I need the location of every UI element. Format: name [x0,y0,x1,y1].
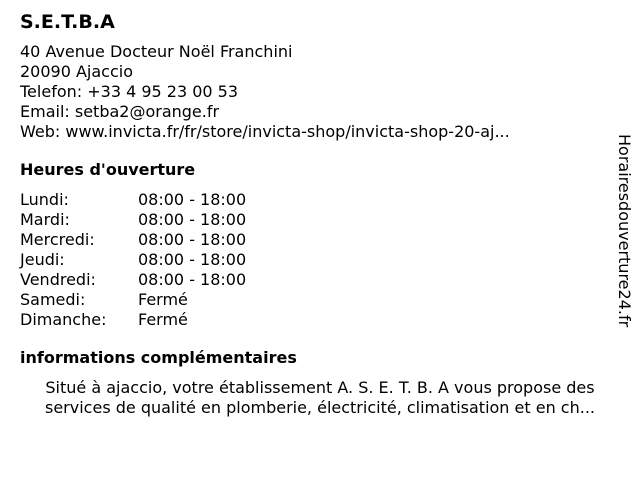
info-line-1: Situé à ajaccio, votre établissement A. S. E. T. B. A vous propose des [45,378,595,397]
address-line-2: 20090 Ajaccio [20,62,134,81]
hours-time: 08:00 - 18:00 [138,270,247,289]
hours-row [20,250,246,270]
address-line-1: 40 Avenue Docteur Noël Franchini [20,42,293,61]
phone-text: Telefon: +33 4 95 23 00 53 [20,82,239,101]
hours-day: Dimanche: [20,310,107,329]
info-heading: informations complémentaires [20,348,297,367]
hours-day: Lundi: [20,190,69,209]
hours-row [20,290,246,310]
hours-day: Mardi: [20,210,70,229]
hours-day: Samedi: [20,290,86,309]
hours-day: Vendredi: [20,270,96,289]
hours-time: 08:00 - 18:00 [138,210,247,229]
contact-block [20,42,620,142]
hours-time: 08:00 - 18:00 [138,190,247,209]
info-line-2: services de qualité en plomberie, électricité, climatisation et en ch... [45,398,595,417]
hours-time: 08:00 - 18:00 [138,250,247,269]
hours-table [20,190,246,330]
hours-time: Fermé [138,310,188,329]
hours-time: 08:00 - 18:00 [138,230,247,249]
business-card [20,8,620,418]
hours-day: Mercredi: [20,230,95,249]
hours-row [20,210,246,230]
hours-time: Fermé [138,290,188,309]
business-name: S.E.T.B.A [20,11,115,33]
hours-row [20,190,246,210]
hours-day: Jeudi: [20,250,65,269]
site-watermark-text: Horairesdouverture24.fr [615,134,634,328]
email-text: Email: setba2@orange.fr [20,102,220,121]
hours-heading: Heures d'ouverture [20,160,196,179]
info-text [20,378,620,418]
hours-row [20,230,246,250]
hours-row [20,310,246,330]
web-text: Web: www.invicta.fr/fr/store/invicta-shop/invicta-shop-20-aj... [20,122,510,141]
hours-row [20,270,246,290]
